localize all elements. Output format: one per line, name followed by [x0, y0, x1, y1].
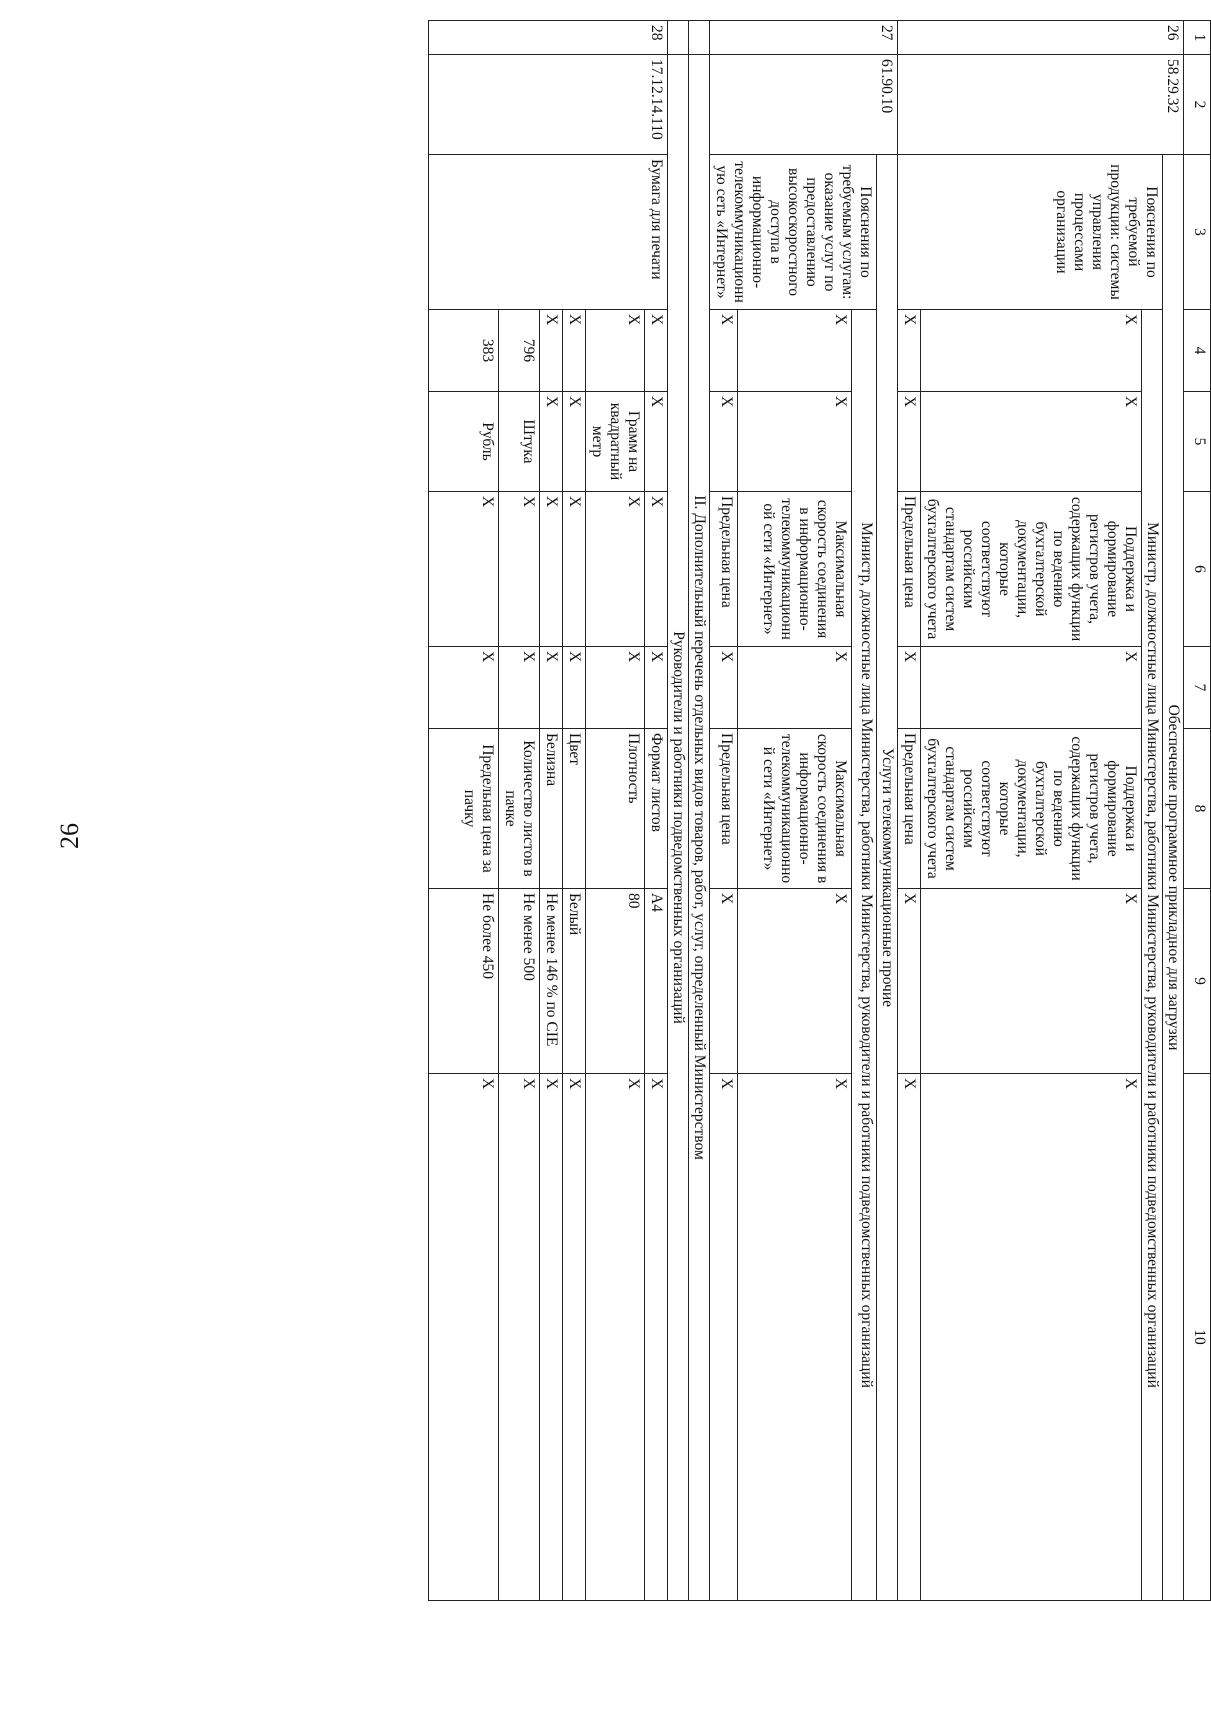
row-28-c7: X — [586, 647, 645, 729]
row-27-explanation: Пояснения по требуемым услугам: оказание услуг по предоставлению высокоскоростного доступа в информационно-телекоммуникационную сеть «Интернет» — [710, 155, 877, 310]
row-28-code: 17.12.14.110 — [429, 55, 668, 155]
row-28-unit: Рубль — [429, 392, 499, 492]
section-2-title-row — [689, 21, 710, 1601]
row-28-okei: 796 — [499, 310, 540, 392]
col-number-1: 1 — [1184, 21, 1211, 55]
row-28-value: 80 — [586, 889, 645, 1074]
column-numbers-row — [1184, 21, 1211, 1601]
section-2-group-row — [668, 21, 689, 1601]
row-28-c6: X — [563, 492, 586, 647]
row-27-c7: X — [737, 647, 851, 729]
row-28-c6: X — [429, 492, 499, 647]
row-27-group — [851, 21, 876, 1601]
section-2-pad — [689, 21, 710, 55]
row-28-c7: X — [499, 647, 540, 729]
row-28-line — [645, 21, 668, 1601]
row-28-c10: X — [563, 1074, 586, 1601]
col-number-2: 2 — [1184, 55, 1211, 155]
row-26-section — [1163, 21, 1184, 1601]
row-28-value: Не менее 146 % по CIE — [540, 889, 563, 1074]
row-26-c5: X — [921, 392, 1142, 492]
row-27-limit-c7: X — [710, 647, 738, 729]
col-number-10: 10 — [1184, 1074, 1211, 1601]
row-28-okei: X — [540, 310, 563, 392]
row-28-okei: X — [645, 310, 668, 392]
row-26-limit-c8: Предельная цена — [898, 729, 921, 889]
row-27-group-label: Министр, должностные лица Министерства, работники Министерства, руководители и работники подведомственных организаций — [851, 310, 876, 1601]
row-27-section — [877, 21, 898, 1601]
row-28-characteristic: Цвет — [563, 729, 586, 889]
row-28-c7: X — [540, 647, 563, 729]
row-27-limit-c4: X — [710, 310, 738, 392]
row-28-okei: X — [586, 310, 645, 392]
row-27-limit-c5: X — [710, 392, 738, 492]
row-27-c10: X — [737, 1074, 851, 1601]
row-26-limit-c5: X — [898, 392, 921, 492]
section-2-title: II. Дополнительный перечень отдельных видов товаров, работ, услуг, определенный Министерством — [689, 55, 710, 1601]
row-28-characteristic: Белизна — [540, 729, 563, 889]
row-26-section-title: Обеспечение программное прикладное для загрузки — [1163, 155, 1184, 1601]
row-28-unit: X — [540, 392, 563, 492]
col-number-3: 3 — [1184, 155, 1211, 310]
row-26-limit-c10: X — [898, 1074, 921, 1601]
row-27-c6: Максимальная скорость соединения в информационно-телекоммуникационной сети «Интернет» — [737, 492, 851, 647]
row-28-unit: X — [563, 392, 586, 492]
row-28-c7: X — [645, 647, 668, 729]
row-26-c9: X — [921, 889, 1142, 1074]
row-28-number: 28 — [429, 21, 668, 55]
row-28-c10: X — [429, 1074, 499, 1601]
row-27-c4: X — [737, 310, 851, 392]
row-28-characteristic: Предельная цена за пачку — [429, 729, 499, 889]
row-28-c10: X — [586, 1074, 645, 1601]
row-28-c6: X — [499, 492, 540, 647]
row-28-c6: X — [540, 492, 563, 647]
page-number: 26 — [55, 823, 84, 849]
col-number-7: 7 — [1184, 647, 1211, 729]
row-27-code: 61.90.10 — [710, 55, 898, 155]
row-26-limit-c6: Предельная цена — [898, 492, 921, 647]
row-26-code: 58.29.32 — [898, 55, 1184, 155]
goods-requirements-table — [428, 20, 1211, 1601]
col-number-9: 9 — [1184, 889, 1211, 1074]
row-28-c6: X — [586, 492, 645, 647]
row-28-c7: X — [429, 647, 499, 729]
row-28-unit: Грамм на квадратный метр — [586, 392, 645, 492]
row-26-limit-c4: X — [898, 310, 921, 392]
row-26-number: 26 — [898, 21, 1184, 55]
col-number-8: 8 — [1184, 729, 1211, 889]
row-28-c10: X — [645, 1074, 668, 1601]
row-28-c10: X — [499, 1074, 540, 1601]
row-26-limit-c9: X — [898, 889, 921, 1074]
row-28-c7: X — [563, 647, 586, 729]
section-2-group-pad — [668, 21, 689, 55]
row-27-section-title: Услуги телекоммуникационные прочие — [877, 155, 898, 1601]
row-28-c10: X — [540, 1074, 563, 1601]
row-27-limit-c6: Предельная цена — [710, 492, 738, 647]
row-26-c6: Поддержка и формирование регистров учета, содержащих функции по ведению бухгалтерской документации, которые соответствуют российским стандартам систем бухгалтерского учета — [921, 492, 1142, 647]
row-27-limit-c9: X — [710, 889, 738, 1074]
row-28-value: А4 — [645, 889, 668, 1074]
col-number-4: 4 — [1184, 310, 1211, 392]
col-number-6: 6 — [1184, 492, 1211, 647]
row-26-c10: X — [921, 1074, 1142, 1601]
row-27-c8: Максимальная скорость соединения в информационно-телекоммуникационной сети «Интернет» — [737, 729, 851, 889]
row-28-characteristic: Плотность — [586, 729, 645, 889]
row-26-c7: X — [921, 647, 1142, 729]
row-27-c5: X — [737, 392, 851, 492]
row-28-unit: Штука — [499, 392, 540, 492]
row-28-characteristic: Формат листов — [645, 729, 668, 889]
row-28-name: Бумага для печати — [429, 155, 668, 310]
row-26-c8: Поддержка и формирование регистров учета, содержащих функции по ведению бухгалтерской документации, которые соответствуют российским стандартам систем бухгалтерского учета — [921, 729, 1142, 889]
row-26-c4: X — [921, 310, 1142, 392]
row-27-number: 27 — [710, 21, 898, 55]
row-26-group-label: Министр, должностные лица Министерства, работники Министерства, руководители и работники подведомственных организаций — [1142, 310, 1163, 1601]
row-28-characteristic: Количество листов в пачке — [499, 729, 540, 889]
row-28-okei: X — [563, 310, 586, 392]
row-28-okei: 383 — [429, 310, 499, 392]
row-27-c9: X — [737, 889, 851, 1074]
col-number-5: 5 — [1184, 392, 1211, 492]
row-27-limit-c8: Предельная цена — [710, 729, 738, 889]
row-26-explanation: Пояснения по требуемой продукции: системы управления процессами организации — [898, 155, 1163, 310]
row-28-value: Белый — [563, 889, 586, 1074]
rotated-table-container — [101, 20, 1211, 1600]
row-28-value: Не более 450 — [429, 889, 499, 1074]
row-26-group — [1142, 21, 1163, 1601]
row-28-unit: X — [645, 392, 668, 492]
row-28-c6: X — [645, 492, 668, 647]
row-28-value: Не менее 500 — [499, 889, 540, 1074]
row-27-limit-c10: X — [710, 1074, 738, 1601]
section-2-group: Руководители и работники подведомственных организаций — [668, 55, 689, 1601]
row-26-limit-c7: X — [898, 647, 921, 729]
